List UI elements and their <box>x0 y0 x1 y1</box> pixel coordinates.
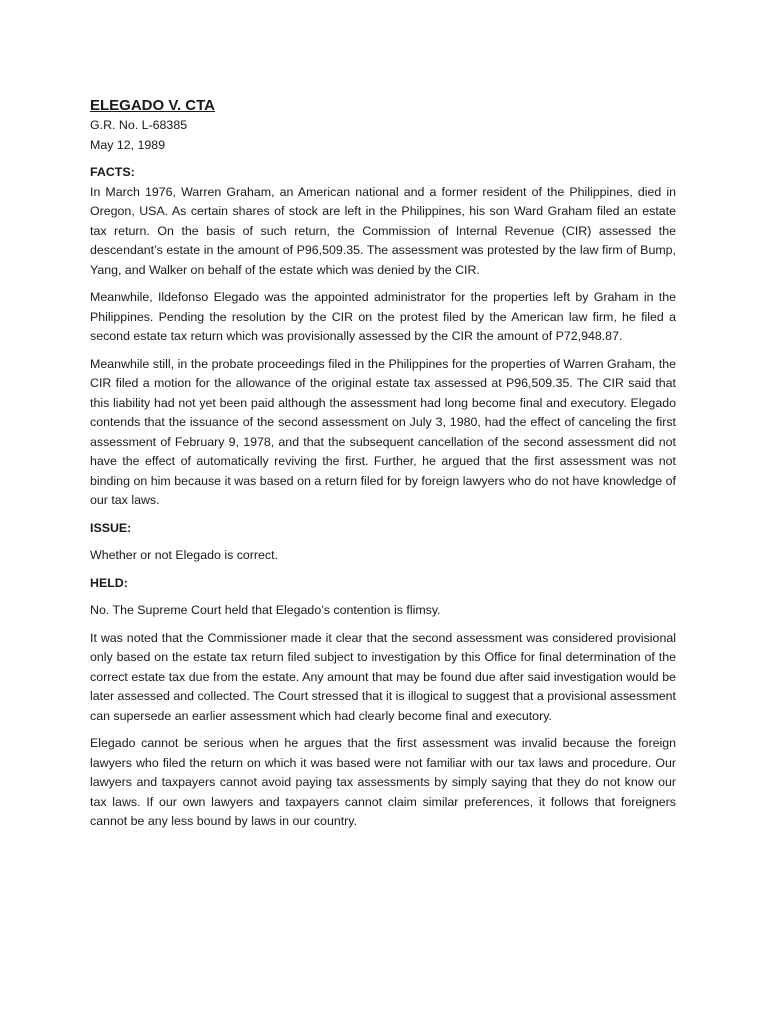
held-paragraph-3: Elegado cannot be serious when he argues that the first assessment was invalid because the foreign lawyers who filed the return on which it was based were not familiar with our tax laws and procedure. Our lawyers and taxpayers cannot avoid paying tax assessments by simply saying that they do not know our tax laws. If our own lawyers and taxpayers cannot claim similar preferences, it follows that foreigners cannot be any less bound by laws in our country. <box>90 736 676 828</box>
held-heading: HELD: <box>90 575 128 590</box>
case-digest-page <box>90 96 676 832</box>
case-title: ELEGADO V. CTA <box>90 97 216 114</box>
held-paragraph-1: No. The Supreme Court held that Elegado’s contention is flimsy. <box>90 603 441 617</box>
facts-paragraph-1: In March 1976, Warren Graham, an American national and a former resident of the Philippines, died in Oregon, USA. As certain shares of stock are left in the Philippines, his son Ward Graham filed an estate tax return. On the basis of such return, the Commission of Internal Revenue (CIR) assessed the descendant’s estate in the amount of P96,509.35. The assessment was protested by the law firm of Bump, Yang, and Walker on behalf of the estate which was denied by the CIR. <box>90 184 676 277</box>
issue-heading: ISSUE: <box>90 520 132 535</box>
case-date: May 12, 1989 <box>90 137 166 152</box>
facts-heading: FACTS: <box>90 165 135 179</box>
facts-paragraph-3: Meanwhile still, in the probate proceedings filed in the Philippines for the properties of Warren Graham, the CIR filed a motion for the allowance of the original estate tax assessed at P96,509.35. The CIR said that this liability had not yet been paid although the assessment had long become final and executory. Elegado contends that the issuance of the second assessment on July 3, 1980, had the effect of canceling the first assessment of February 9, 1978, and that the subsequent cancellation of the second assessment did not have the effect of automatically reviving the first. Further, he argued that the first assessment was not binding on him because it was based on a return filed for by foreign lawyers who do not have knowledge of our tax laws. <box>90 356 676 507</box>
issue-text: Whether or not Elegado is correct. <box>90 548 279 562</box>
facts-paragraph-2: Meanwhile, Ildefonso Elegado was the appointed administrator for the properties left by Graham in the Philippines. Pending the resolution by the CIR on the protest filed by the American law firm, he filed a second estate tax return which was provisionally assessed by the CIR the amount of P72,948.87. <box>90 290 676 343</box>
case-gr-number: G.R. No. L-68385 <box>90 118 188 132</box>
held-paragraph-2: It was noted that the Commissioner made it clear that the second assessment was considered provisional only based on the estate tax return filed subject to investigation by this Office for final determination of the correct estate tax due from the estate. Any amount that may be found due after said investigation would be later assessed and collected. The Court stressed that it is illogical to suggest that a provisional assessment can supersede an earlier assessment which had clearly become final and executory. <box>90 630 676 723</box>
